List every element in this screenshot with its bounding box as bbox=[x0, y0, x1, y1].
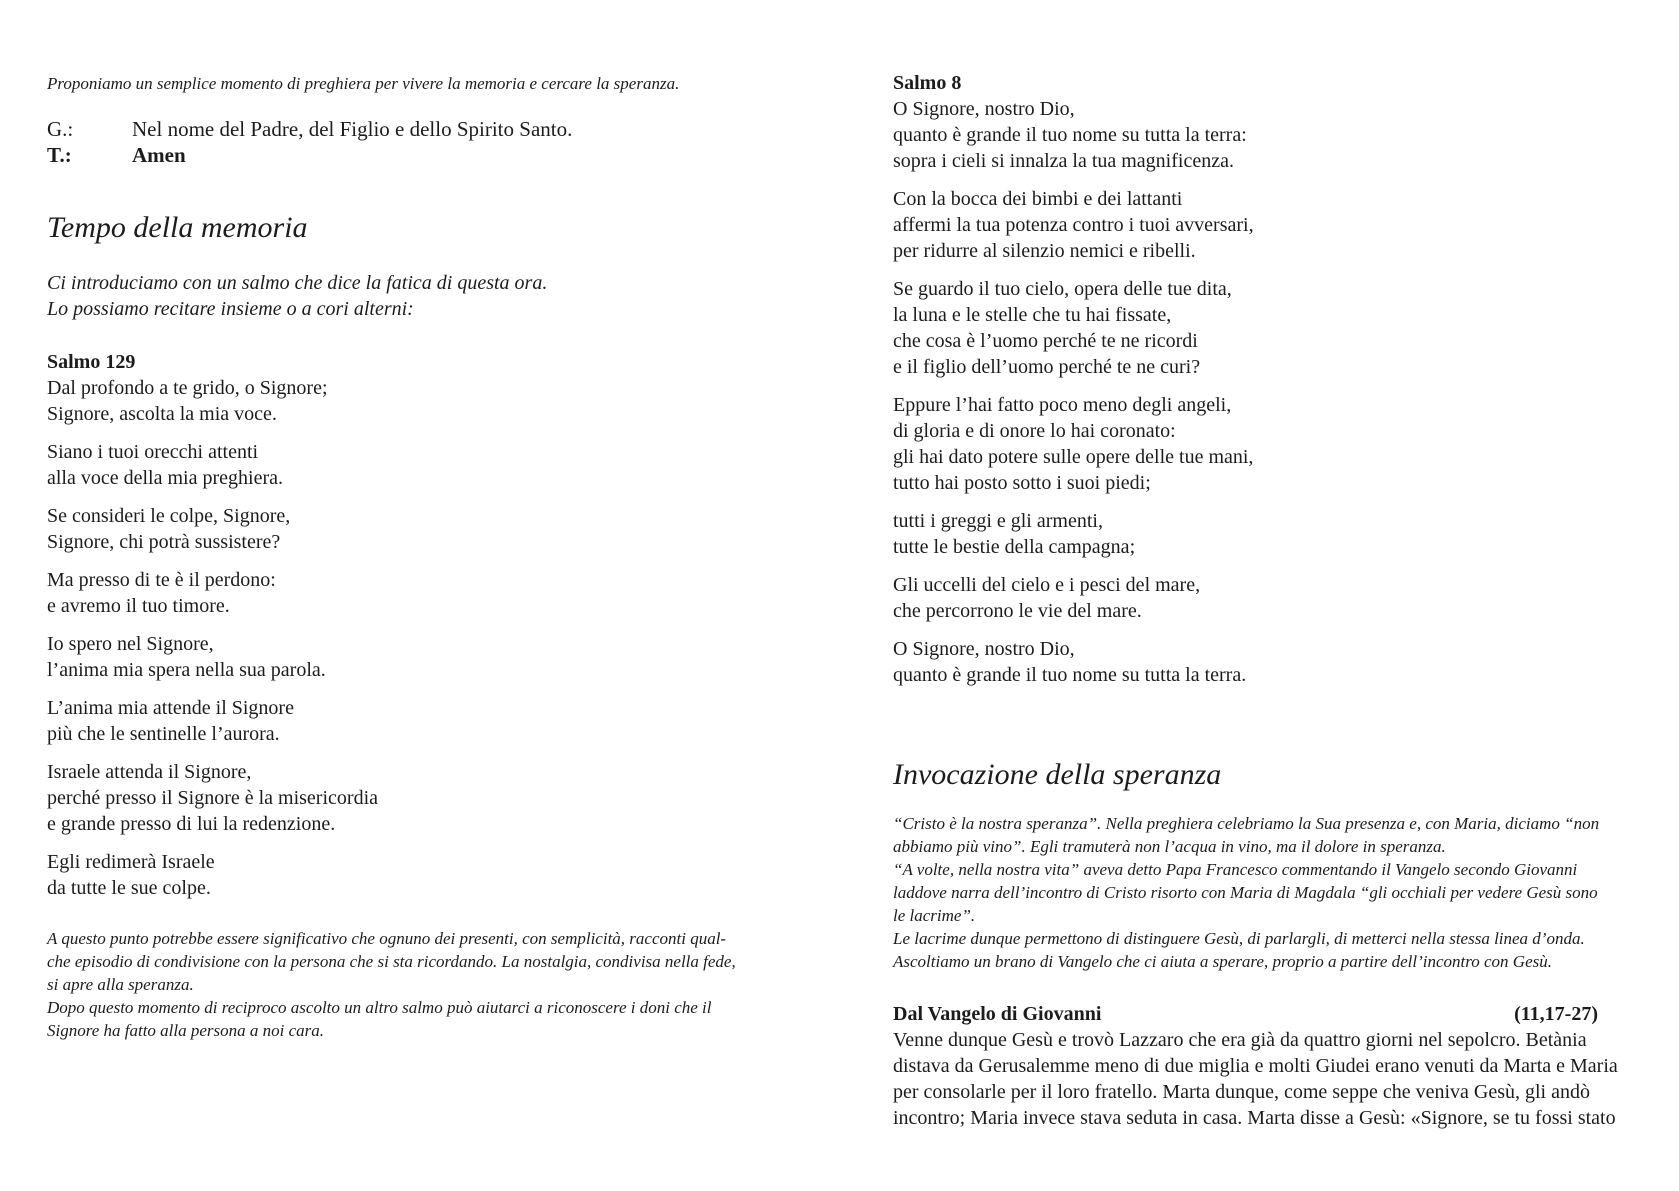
psalm-line: tutto hai posto sotto i suoi piedi; bbox=[893, 472, 1151, 494]
response-text: Nel nome del Padre, del Figlio e dello Spirito Santo. bbox=[132, 117, 573, 141]
speaker-label: G.: bbox=[47, 117, 74, 141]
psalm-line: e grande presso di lui la redenzione. bbox=[47, 813, 336, 835]
psalm-stanza bbox=[47, 439, 807, 491]
psalm-line: Eppure l’hai fatto poco meno degli angeli, bbox=[893, 394, 1232, 416]
intro-text: Proponiamo un semplice momento di preghiera per vivere la memoria e cercare la speranza. bbox=[47, 74, 680, 93]
psalm-line: e il figlio dell’uomo perché te ne curi? bbox=[893, 356, 1201, 378]
hope-intro-line: Le lacrime dunque permettono di distinguere Gesù, di parlargli, di metterci nella stessa linea d’onda. bbox=[893, 929, 1585, 948]
psalm-129 bbox=[47, 349, 807, 901]
psalm-line: che cosa è l’uomo perché te ne ricordi bbox=[893, 330, 1198, 352]
hope-intro-line: abbiamo più vino”. Egli tramuterà non l’acqua in vino, ma il dolore in speranza. bbox=[893, 837, 1446, 856]
psalm-line: Se guardo il tuo cielo, opera delle tue dita, bbox=[893, 278, 1232, 300]
psalm-stanza bbox=[47, 695, 807, 747]
psalm-line: Con la bocca dei bimbi e dei lattanti bbox=[893, 188, 1183, 210]
gospel-title: Dal Vangelo di Giovanni bbox=[893, 1003, 1102, 1025]
psalm-intro-line: Ci introduciamo con un salmo che dice la fatica di questa ora. bbox=[47, 272, 548, 294]
psalm-line: Egli redimerà Israele bbox=[47, 851, 215, 873]
right-column bbox=[893, 70, 1645, 1131]
psalm-stanza bbox=[893, 636, 1645, 688]
psalm-line: alla voce della mia preghiera. bbox=[47, 467, 283, 489]
psalm-line: L’anima mia attende il Signore bbox=[47, 697, 294, 719]
psalm-stanzas bbox=[893, 96, 1645, 688]
left-column bbox=[47, 70, 807, 1042]
note-line: si apre alla speranza. bbox=[47, 975, 194, 994]
psalm-line: Signore, chi potrà sussistere? bbox=[47, 531, 281, 553]
hope-intro-line: laddove narra dell’incontro di Cristo risorto con Maria di Magdala “gli occhiali per vedere Gesù sono bbox=[893, 883, 1598, 902]
psalm-title: Salmo 129 bbox=[47, 351, 136, 373]
speaker-label: T.: bbox=[47, 143, 72, 167]
section-title-memoria: Tempo della memoria bbox=[47, 211, 308, 244]
psalm-line: gli hai dato potere sulle opere delle tue mani, bbox=[893, 446, 1254, 468]
psalm-line: che percorrono le vie del mare. bbox=[893, 600, 1142, 622]
note-line: Signore ha fatto alla persona a noi cara. bbox=[47, 1021, 325, 1040]
psalm-line: Siano i tuoi orecchi attenti bbox=[47, 441, 259, 463]
psalm-stanza bbox=[47, 631, 807, 683]
left-page bbox=[0, 0, 839, 1191]
psalm-line: Israele attenda il Signore, bbox=[47, 761, 252, 783]
psalm-stanza bbox=[47, 375, 807, 427]
psalm-stanza bbox=[47, 567, 807, 619]
psalm-line: O Signore, nostro Dio, bbox=[893, 638, 1075, 660]
responsory-row bbox=[47, 142, 807, 168]
psalm-line: Io spero nel Signore, bbox=[47, 633, 214, 655]
psalm-line: l’anima mia spera nella sua parola. bbox=[47, 659, 326, 681]
note-line: che episodio di condivisione con la persona che si sta ricordando. La nostalgia, condivisa nella fede, bbox=[47, 952, 736, 971]
psalm-line: Dal profondo a te grido, o Signore; bbox=[47, 377, 328, 399]
psalm-stanza bbox=[47, 849, 807, 901]
psalm-line: affermi la tua potenza contro i tuoi avversari, bbox=[893, 214, 1254, 236]
psalm-stanza bbox=[893, 508, 1645, 560]
sharing-note bbox=[47, 927, 807, 1042]
section-title-speranza: Invocazione della speranza bbox=[893, 758, 1222, 791]
psalm-stanzas bbox=[47, 375, 807, 901]
psalm-intro bbox=[47, 270, 807, 322]
psalm-stanza bbox=[47, 759, 807, 837]
psalm-line: da tutte le sue colpe. bbox=[47, 877, 211, 899]
gospel-line: distava da Gerusalemme meno di due miglia e molti Giudei erano venuti da Marta e Maria bbox=[893, 1055, 1618, 1077]
psalm-line: la luna e le stelle che tu hai fissate, bbox=[893, 304, 1172, 326]
psalm-line: più che le sentinelle l’aurora. bbox=[47, 723, 280, 745]
psalm-stanza bbox=[893, 186, 1645, 264]
psalm-line: Se consideri le colpe, Signore, bbox=[47, 505, 291, 527]
psalm-line: sopra i cieli si innalza la tua magnificenza. bbox=[893, 150, 1234, 172]
responsory-row bbox=[47, 116, 807, 142]
psalm-line: O Signore, nostro Dio, bbox=[893, 98, 1075, 120]
gospel-reference: (11,17-27) bbox=[1514, 1003, 1598, 1025]
psalm-line: per ridurre al silenzio nemici e ribelli. bbox=[893, 240, 1196, 262]
gospel-heading bbox=[893, 1001, 1598, 1027]
gospel-reading bbox=[893, 1001, 1645, 1131]
psalm-line: Ma presso di te è il perdono: bbox=[47, 569, 276, 591]
hope-intro-line: “Cristo è la nostra speranza”. Nella preghiera celebriamo la Sua presenza e, con Maria, diciamo “non bbox=[893, 814, 1600, 833]
gospel-text bbox=[893, 1027, 1645, 1131]
psalm-stanza bbox=[893, 96, 1645, 174]
psalm-line: di gloria e di onore lo hai coronato: bbox=[893, 420, 1176, 442]
hope-intro-line: le lacrime”. bbox=[893, 906, 976, 925]
gospel-line: Venne dunque Gesù e trovò Lazzaro che era già da quattro giorni nel sepolcro. Betània bbox=[893, 1029, 1587, 1051]
response-text: Amen bbox=[132, 143, 186, 167]
psalm-stanza bbox=[893, 276, 1645, 380]
psalm-intro-line: Lo possiamo recitare insieme o a cori alterni: bbox=[47, 298, 414, 320]
psalm-line: Gli uccelli del cielo e i pesci del mare, bbox=[893, 574, 1201, 596]
psalm-title: Salmo 8 bbox=[893, 72, 962, 94]
psalm-stanza bbox=[893, 572, 1645, 624]
psalm-line: quanto è grande il tuo nome su tutta la terra: bbox=[893, 124, 1247, 146]
psalm-line: tutti i greggi e gli armenti, bbox=[893, 510, 1103, 532]
hope-intro-line: Ascoltiamo un brano di Vangelo che ci aiuta a sperare, proprio a partire dell’incontro con Gesù. bbox=[893, 952, 1552, 971]
psalm-line: perché presso il Signore è la misericordia bbox=[47, 787, 378, 809]
gospel-line: incontro; Maria invece stava seduta in casa. Marta disse a Gesù: «Signore, se tu fossi stato bbox=[893, 1107, 1616, 1129]
note-line: A questo punto potrebbe essere significativo che ognuno dei presenti, con semplicità, racconti qual- bbox=[47, 929, 727, 948]
psalm-line: quanto è grande il tuo nome su tutta la terra. bbox=[893, 664, 1247, 686]
psalm-line: e avremo il tuo timore. bbox=[47, 595, 230, 617]
note-line: Dopo questo momento di reciproco ascolto un altro salmo può aiutarci a riconoscere i doni che il bbox=[47, 998, 712, 1017]
psalm-8 bbox=[893, 70, 1645, 688]
right-page bbox=[839, 0, 1678, 1191]
responsory bbox=[47, 116, 807, 168]
psalm-line: tutte le bestie della campagna; bbox=[893, 536, 1136, 558]
gospel-line: per consolarle per il loro fratello. Marta dunque, come seppe che veniva Gesù, gli andò bbox=[893, 1081, 1590, 1103]
hope-intro-line: “A volte, nella nostra vita” aveva detto Papa Francesco commentando il Vangelo secondo Giovanni bbox=[893, 860, 1578, 879]
psalm-stanza bbox=[47, 503, 807, 555]
hope-intro bbox=[893, 812, 1645, 973]
psalm-line: Signore, ascolta la mia voce. bbox=[47, 403, 277, 425]
psalm-stanza bbox=[893, 392, 1645, 496]
